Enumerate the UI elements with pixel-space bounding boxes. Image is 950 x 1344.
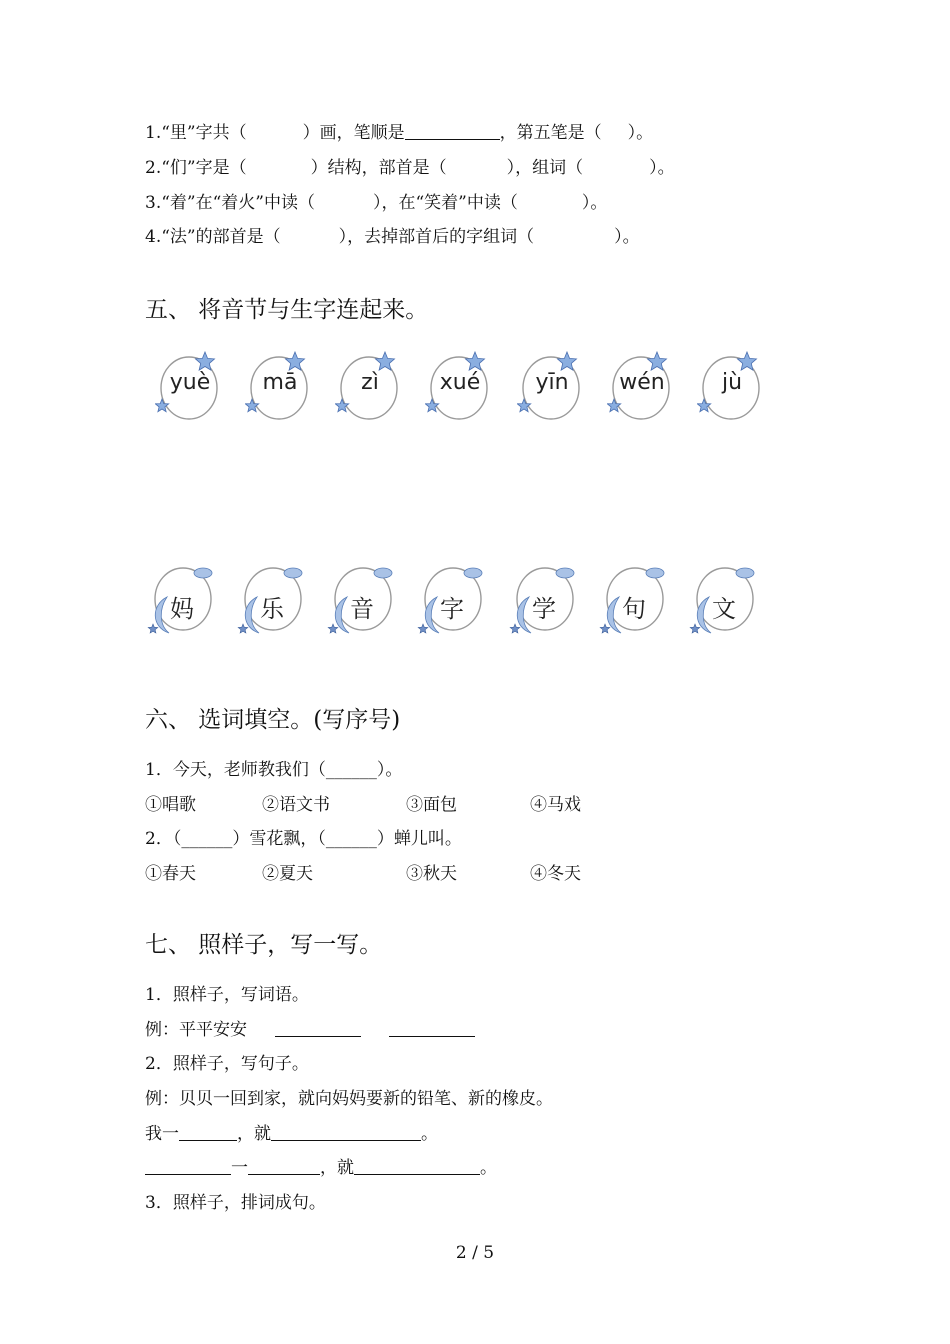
blank-underline[interactable]	[145, 1158, 231, 1175]
character-text: 字	[440, 595, 464, 623]
pinyin-bubble[interactable]	[425, 350, 491, 422]
character-bubble[interactable]	[237, 567, 303, 639]
character-bubble[interactable]	[417, 567, 483, 639]
character-bubble[interactable]	[147, 567, 213, 639]
character-text: 妈	[170, 595, 194, 623]
blank-underline[interactable]	[179, 1124, 237, 1141]
blank-underline[interactable]	[248, 1158, 320, 1175]
blank-underline[interactable]	[354, 1158, 480, 1175]
character-bubble[interactable]	[689, 567, 755, 639]
character-text: 句	[622, 595, 646, 623]
pinyin-bubble[interactable]	[697, 350, 763, 422]
pinyin-bubble[interactable]	[517, 350, 583, 422]
pinyin-text: yuè	[169, 370, 211, 395]
section7-heading: 七、 照样子，写一写。	[145, 932, 383, 958]
blank-underline[interactable]	[405, 123, 500, 140]
q4-2: 2.“们”字是（ ）结构，部首是（ ），组词（ ）。	[145, 158, 675, 178]
q4-1: 1.“里”字共（ ）画，笔顺是 ，第五笔是（ ）。	[145, 123, 654, 143]
blank[interactable]: ______	[325, 760, 377, 780]
q7-1-example: 例：平平安安	[145, 1019, 475, 1041]
blank[interactable]: ______	[325, 829, 377, 849]
q6-1: 1．今天，老师教我们（______）。	[145, 760, 403, 780]
character-text: 乐	[260, 595, 284, 623]
option: ③秋天	[406, 864, 457, 884]
option: ④马戏	[530, 795, 581, 815]
character-text: 文	[712, 595, 736, 623]
pinyin-text: xué	[439, 370, 481, 395]
pinyin-text: mā	[262, 370, 298, 395]
option: ①春天	[145, 864, 196, 884]
pinyin-bubble[interactable]	[155, 350, 221, 422]
pinyin-text: yīn	[535, 370, 569, 395]
character-text: 音	[350, 595, 374, 623]
q7-2: 2．照样子，写句子。	[145, 1054, 309, 1074]
q4-3: 3.“着”在“着火”中读（ ），在“笑着”中读（ ）。	[145, 193, 608, 213]
character-bubble[interactable]	[327, 567, 393, 639]
option: ④冬天	[530, 864, 581, 884]
page-number: 2 / 5	[455, 1243, 495, 1263]
option: ②语文书	[262, 795, 330, 815]
character-bubble[interactable]	[509, 567, 575, 639]
character-bubble[interactable]	[599, 567, 665, 639]
option: ②夏天	[262, 864, 313, 884]
section6-heading: 六、 选词填空。(写序号)	[145, 707, 401, 733]
pinyin-text: wén	[619, 370, 665, 395]
q7-2-line1: 我一 ，就 。	[145, 1124, 438, 1144]
q4-4: 4.“法”的部首是（ ），去掉部首后的字组词（ ）。	[145, 227, 640, 247]
section5-heading: 五、 将音节与生字连起来。	[145, 297, 429, 323]
pinyin-text: zì	[361, 370, 379, 395]
character-text: 学	[532, 595, 556, 623]
q7-2-line2: 一 ，就 。	[145, 1157, 497, 1179]
q7-1: 1．照样子，写词语。	[145, 985, 309, 1005]
q7-2-example: 例：贝贝一回到家，就向妈妈要新的铅笔、新的橡皮。	[145, 1089, 553, 1109]
blank-underline[interactable]	[275, 1020, 361, 1037]
option: ①唱歌	[145, 795, 196, 815]
pinyin-bubble[interactable]	[607, 350, 673, 422]
pinyin-text: jù	[721, 370, 743, 395]
blank[interactable]: ______	[181, 829, 233, 849]
option: ③面包	[406, 795, 457, 815]
pinyin-bubble[interactable]	[245, 350, 311, 422]
q7-3: 3．照样子，排词成句。	[145, 1193, 326, 1213]
blank-underline[interactable]	[271, 1124, 421, 1141]
q6-2: 2．（______）雪花飘，（______）蝉儿叫。	[145, 829, 462, 849]
pinyin-bubble[interactable]	[335, 350, 401, 422]
blank-underline[interactable]	[389, 1020, 475, 1037]
